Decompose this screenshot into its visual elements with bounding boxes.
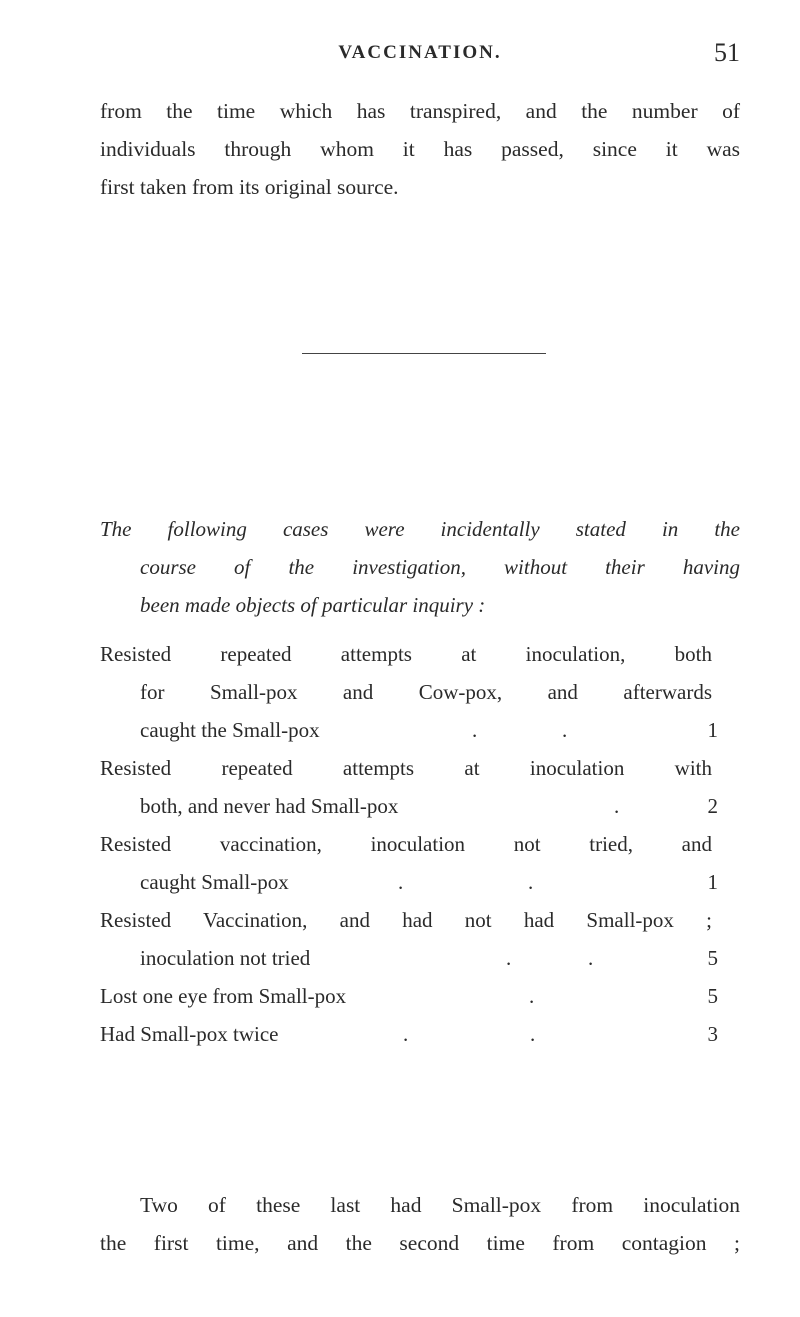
case-item [100, 901, 718, 977]
case-last-line [100, 977, 718, 1015]
intro-line: course of the investigation, without their having [140, 555, 740, 579]
paragraph-line: first taken from its original source. [100, 175, 399, 199]
leader-dot: . [472, 718, 478, 742]
case-count: 5 [707, 946, 718, 970]
case-item [100, 1015, 718, 1053]
case-item [100, 825, 718, 901]
case-item [100, 635, 718, 749]
case-count: 1 [707, 718, 718, 742]
case-text: caught the Small-pox [140, 718, 320, 742]
case-line: Resisted vaccination, inoculation not tried, and [100, 832, 712, 856]
case-count: 5 [707, 984, 718, 1008]
case-text: caught Small-pox [140, 870, 289, 894]
case-text: both, and never had Small-pox [140, 794, 399, 818]
case-last-line [100, 711, 718, 749]
section-divider [302, 353, 546, 354]
leader-dot: . [506, 946, 512, 970]
case-line: Resisted Vaccination, and had not had Small-pox ; [100, 908, 712, 932]
paragraph-line: individuals through whom it has passed, since it was [100, 137, 740, 161]
leader-dot: . [614, 794, 620, 818]
opening-paragraph [100, 92, 740, 206]
case-line: Resisted repeated attempts at inoculation, both [100, 642, 712, 666]
case-list [100, 635, 718, 1053]
leader-dot: . [398, 870, 404, 894]
case-line: Resisted repeated attempts at inoculation with [100, 756, 712, 780]
case-count: 3 [707, 1022, 718, 1046]
case-last-line [100, 863, 718, 901]
intro-line: been made objects of particular inquiry : [140, 593, 486, 617]
leader-dot: . [403, 1022, 409, 1046]
paragraph-line: the first time, and the second time from contagion ; [100, 1231, 740, 1255]
case-count: 2 [707, 794, 718, 818]
running-head [100, 38, 740, 78]
closing-paragraph [100, 1186, 740, 1262]
case-last-line [100, 939, 718, 977]
leader-dot: . [528, 870, 534, 894]
case-text: Lost one eye from Small-pox [100, 984, 347, 1008]
case-item [100, 977, 718, 1015]
leader-dot: . [588, 946, 594, 970]
case-last-line [100, 1015, 718, 1053]
running-title: VACCINATION. [338, 42, 502, 63]
paragraph-line: Two of these last had Small-pox from inoculation [140, 1193, 740, 1217]
intro-line: The following cases were incidentally stated in the [100, 517, 740, 541]
leader-dot: . [562, 718, 568, 742]
case-count: 1 [707, 870, 718, 894]
page-number: 51 [714, 38, 740, 67]
case-item [100, 749, 718, 825]
paragraph-line: from the time which has transpired, and the number of [100, 99, 740, 123]
leader-dot: . [530, 1022, 536, 1046]
case-line: for Small-pox and Cow-pox, and afterwards [140, 680, 712, 704]
leader-dot: . [529, 984, 535, 1008]
case-text: inoculation not tried [140, 946, 311, 970]
cases-intro [100, 510, 740, 624]
case-text: Had Small-pox twice [100, 1022, 279, 1046]
case-last-line [100, 787, 718, 825]
